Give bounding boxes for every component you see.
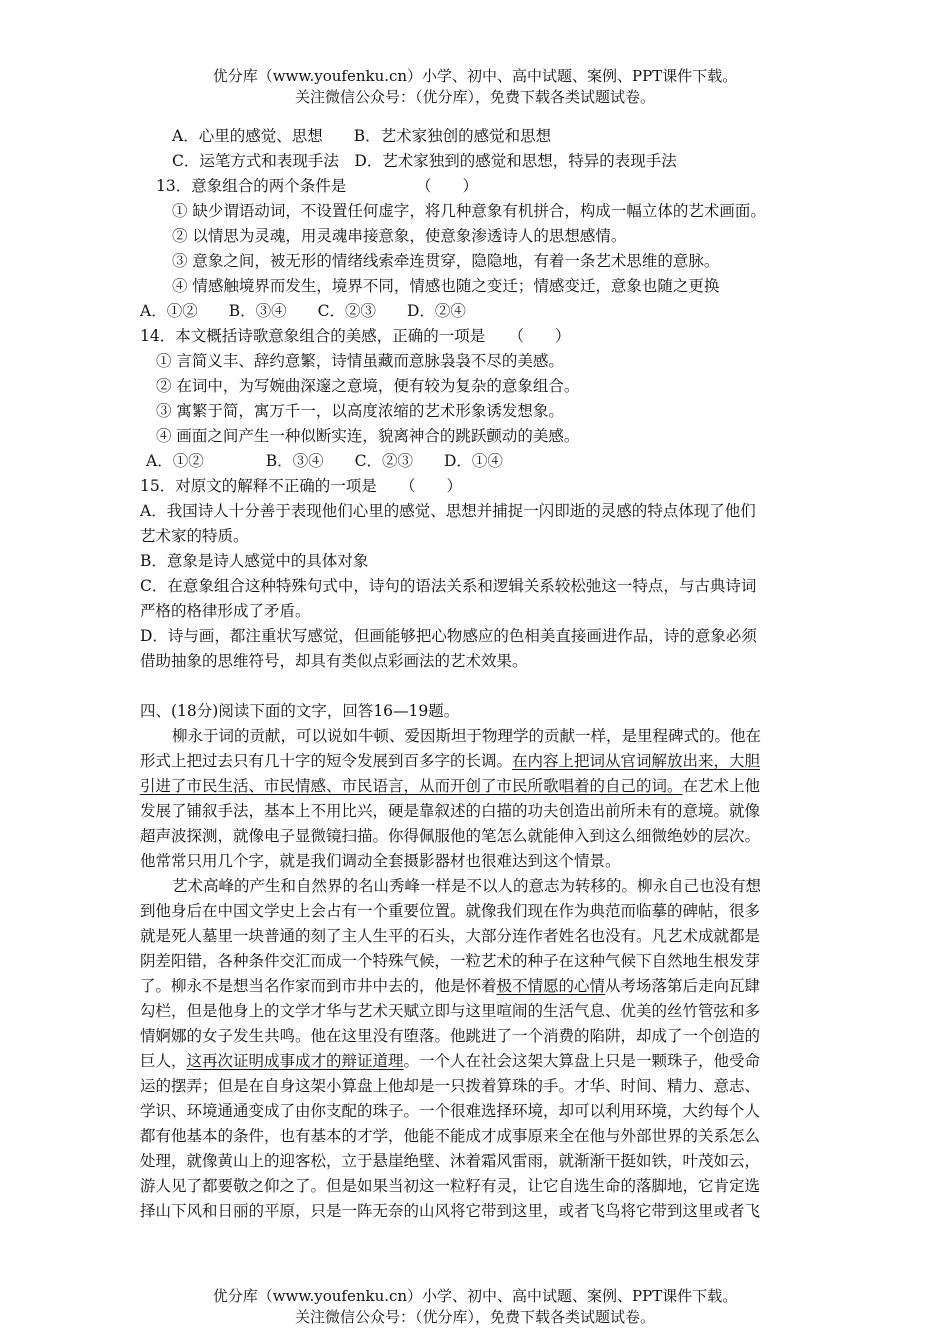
p1-line-3 xyxy=(140,774,760,798)
p2-line-1: 艺术高峰的产生和自然界的名山秀峰一样是不以人的意志为转移的。柳永自己也没有想 xyxy=(172,877,762,895)
p1-line-5: 超声波探测，就像电子显微镜扫描。你得佩服他的笔怎么就能伸入到这么细微绝妙的层次。 xyxy=(140,827,761,845)
q14-item-4: ④ 画面之间产生一种似断实连，貌离神合的跳跃颤动的美感。 xyxy=(156,427,580,445)
p2-line-3: 就是死人墓里一块普通的刻了主人生平的石头，大部分连作者姓名也没有。凡艺术成就都是 xyxy=(140,927,761,945)
p2-line-5 xyxy=(140,974,760,998)
q13-options: A．①② B．③④ C．②③ D．②④ xyxy=(140,302,466,320)
p1-line-6: 他常常只用几个字，就是我们调动全套摄影器材也很难达到这个情景。 xyxy=(140,852,621,870)
page-footer xyxy=(0,1286,950,1328)
p2-line-9: 运的摆弄；但是在自身这架小算盘上他却是一只拨着算珠的手。才华、时间、精力、意志、 xyxy=(140,1077,761,1095)
q15-option-d-cont: 借助抽象的思维符号，却具有类似点彩画法的艺术效果。 xyxy=(140,652,528,670)
underlined-phrase-1b: 引进了市民生活、市民情感、市民语言，从而开创了市民所歌唱着的自己的词。 xyxy=(140,777,683,795)
page-header xyxy=(0,66,950,108)
p2-line-7: 情婀娜的女子发生共鸣。他在这里没有堕落。他跳进了一个消费的陷阱，却成了一个创造的 xyxy=(140,1027,761,1045)
underlined-phrase-2: 极不情愿的心情 xyxy=(496,977,606,995)
q14-item-1: ① 言简义丰、辞约意繁，诗情虽藏而意脉袅袅不尽的美感。 xyxy=(156,352,564,370)
q15-option-a: A．我国诗人十分善于表现他们心里的感觉、思想并捕捉一闪即逝的灵感的特点体现了他们 xyxy=(140,502,756,520)
p2-line-5-text-a: 了。柳永不是想当名作家而到市井中去的，他是怀着 xyxy=(140,977,497,995)
p2-line-12: 处理，就像黄山上的迎客松，立于悬崖绝壁、沐着霜风雷雨，就渐渐干挺如铁，叶茂如云， xyxy=(140,1152,761,1170)
q12-options-cd: C．运笔方式和表现手法 D．艺术家独到的感觉和思想，特异的表现手法 xyxy=(172,152,677,170)
p1-line-2 xyxy=(140,749,760,773)
p2-line-14: 择山下风和日丽的平原，只是一阵无奈的山风将它带到这里，或者飞鸟将它带到这里或者飞 xyxy=(140,1202,761,1220)
section-4-title: 四、(18分)阅读下面的文字，回答16—19题。 xyxy=(140,702,460,720)
q13-stem: 13．意象组合的两个条件是 （ ） xyxy=(156,177,478,195)
p1-line-3-text: 在艺术上他 xyxy=(682,777,761,795)
p2-line-8-text-b: 。一个人在社会这架大算盘上只是一颗珠子，他受命 xyxy=(403,1052,761,1070)
q12-options-ab: A．心里的感觉、思想 B．艺术家独创的感觉和思想 xyxy=(172,127,552,145)
footer-line-1: 优分库（www.youfenku.cn）小学、初中、高中试题、案例、PPT课件下载。 xyxy=(212,1287,738,1305)
underlined-phrase-3: 这再次证明成事成才的辩证道理 xyxy=(186,1052,404,1070)
p2-line-10: 学识、环境通通变成了由你支配的珠子。一个很难选择环境，却可以利用环境，大约每个人 xyxy=(140,1102,761,1120)
p1-line-1: 柳永于词的贡献，可以说如牛顿、爱因斯坦于物理学的贡献一样，是里程碑式的。他在 xyxy=(172,727,762,745)
footer-line-2: 关注微信公众号：（优分库），免费下载各类试题试卷。 xyxy=(294,1308,655,1326)
q14-item-2: ② 在词中，为写婉曲深邃之意境，便有较为复杂的意象组合。 xyxy=(156,377,580,395)
q15-option-d: D．诗与画，都注重状写感觉，但画能够把心物感应的色相美直接画进作品，诗的意象必须 xyxy=(140,627,757,645)
q14-stem: 14．本文概括诗歌意象组合的美感，正确的一项是 （ ） xyxy=(140,327,571,345)
q14-options: A．①② B．③④ C．②③ D．①④ xyxy=(146,452,503,470)
header-line-2: 关注微信公众号：（优分库），免费下载各类试题试卷。 xyxy=(294,88,655,106)
q15-option-b: B．意象是诗人感觉中的具体对象 xyxy=(140,552,369,570)
q15-option-c-cont: 严格的格律形成了矛盾。 xyxy=(140,602,311,620)
p2-line-5-text-b: 从考场落第后走向瓦肆 xyxy=(605,977,761,995)
p2-line-11: 都有他基本的条件，也有基本的才学，他能不能成才成事原来全在他与外部世界的关系怎么 xyxy=(140,1127,761,1145)
header-line-1: 优分库（www.youfenku.cn）小学、初中、高中试题、案例、PPT课件下载。 xyxy=(212,67,738,85)
q13-item-1: ① 缺少谓语动词，不设置任何虚字，将几种意象有机拼合，构成一幅立体的艺术画面。 xyxy=(172,202,766,220)
p1-line-4: 发展了铺叙手法，基本上不用比兴，硬是靠叙述的白描的功夫创造出前所未有的意境。就像 xyxy=(140,802,761,820)
p2-line-6: 勾栏，但是他身上的文学才华与艺术天赋立即与这里喧闹的生活气息、优美的丝竹管弦和多 xyxy=(140,1002,761,1020)
p2-line-8 xyxy=(140,1049,760,1073)
p2-line-4: 阴差阳错，各种条件交汇而成一个特殊气候，一粒艺术的种子在这种气候下自然地生根发芽 xyxy=(140,952,761,970)
q15-option-a-cont: 艺术家的特质。 xyxy=(140,527,249,545)
p2-line-13: 游人见了都要敬之仰之了。但是如果当初这一粒籽有灵，让它自选生命的落脚地，它肯定选 xyxy=(140,1177,761,1195)
q15-stem: 15．对原文的解释不正确的一项是 （ ） xyxy=(140,477,462,495)
p1-line-2-text: 形式上把过去只有几十字的短令发展到百多字的长调。 xyxy=(140,752,513,770)
p2-line-2: 到他身后在中国文学史上会占有一个重要位置。就像我们现在作为典范而临摹的碑帖，很多 xyxy=(140,902,761,920)
p2-line-8-text-a: 巨人， xyxy=(140,1052,187,1070)
q15-option-c: C．在意象组合这种特殊句式中，诗句的语法关系和逻辑关系较松弛这一特点，与古典诗词 xyxy=(140,577,757,595)
q13-item-2: ② 以情思为灵魂，用灵魂串接意象，使意象渗透诗人的思想感情。 xyxy=(172,227,627,245)
q13-item-3: ③ 意象之间，被无形的情绪线索牵连贯穿，隐隐地，有着一条艺术思维的意脉。 xyxy=(172,252,720,270)
q13-item-4: ④ 情感触境界而发生，境界不同，情感也随之变迁；情感变迁，意象也随之更换 xyxy=(172,277,720,295)
underlined-phrase-1a: 在内容上把词从官词解放出来，大胆 xyxy=(512,752,761,770)
q14-item-3: ③ 寓繁于简，寓万千一，以高度浓缩的艺术形象诱发想象。 xyxy=(156,402,564,420)
